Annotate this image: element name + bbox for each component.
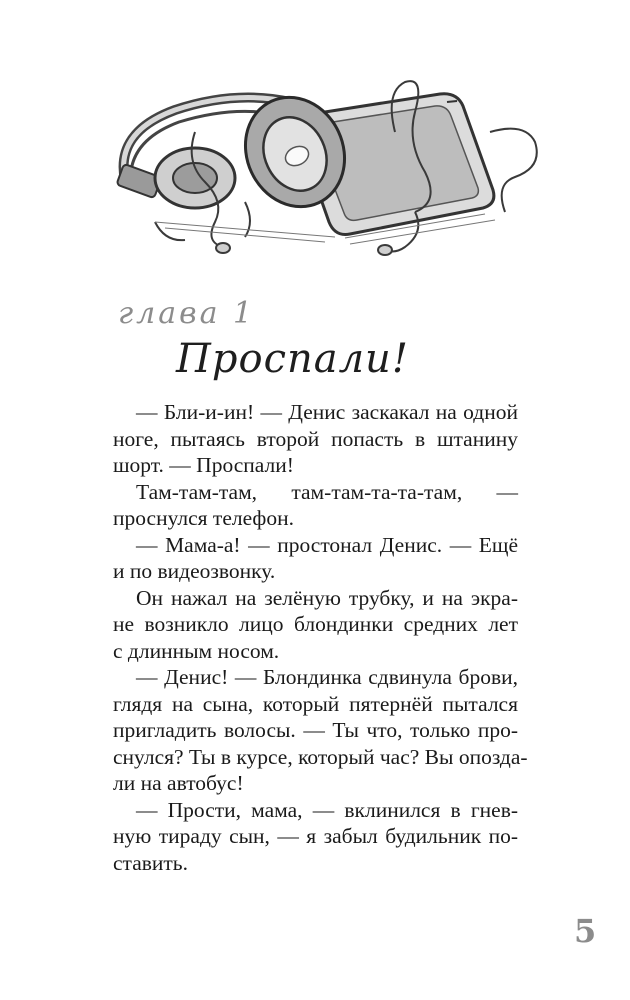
paragraph [113, 664, 528, 797]
text-line: — Мама-а! — простонал Денис. — Ещё [136, 532, 518, 557]
shadow-hatching [155, 214, 495, 244]
paragraph [113, 399, 518, 479]
text-line: и по видеозвонку. [113, 559, 276, 583]
text-line: — Прости, мама, — вклинился в гнев- [136, 797, 518, 822]
paragraph [113, 532, 518, 585]
body-text [113, 399, 528, 876]
text-line: Он нажал на зелёную трубку, и на экра- [136, 585, 518, 610]
text-line: — Денис! — Блондинка сдвинула брови, [136, 665, 518, 689]
paragraph [113, 479, 518, 532]
text-line: ли на автобус! [113, 771, 244, 795]
text-line: проснулся телефон. [113, 506, 294, 530]
text-line: — Бли-и-ин! — Денис заскакал на одной [136, 400, 518, 424]
page-number: 5 [574, 912, 597, 950]
text-line: ную тираду сын, — я забыл будильник по- [113, 824, 518, 848]
text-line: пригладить волосы. — Ты что, только про- [113, 718, 518, 742]
text-line: ставить. [113, 850, 188, 875]
paragraph [113, 797, 518, 877]
text-line: шорт. — Проспали! [113, 453, 294, 477]
text-line: Там-там-там, там-там-та-та-там, — [136, 479, 518, 504]
text-line: с длинным носом. [113, 638, 280, 663]
chapter-title: Проспали! [176, 336, 409, 382]
chapter-label: глава 1 [118, 296, 256, 331]
text-line: не возникло лицо блондинки средних лет [113, 612, 518, 636]
headphones-phone-illustration [95, 72, 555, 262]
text-line: ноге, пытаясь второй попасть в штанину [113, 426, 518, 451]
text-line: снулся? Ты в курсе, который час? Вы опозда- [113, 744, 528, 769]
paragraph [113, 585, 518, 665]
text-line: глядя на сына, который пятернёй пытался [113, 691, 518, 716]
